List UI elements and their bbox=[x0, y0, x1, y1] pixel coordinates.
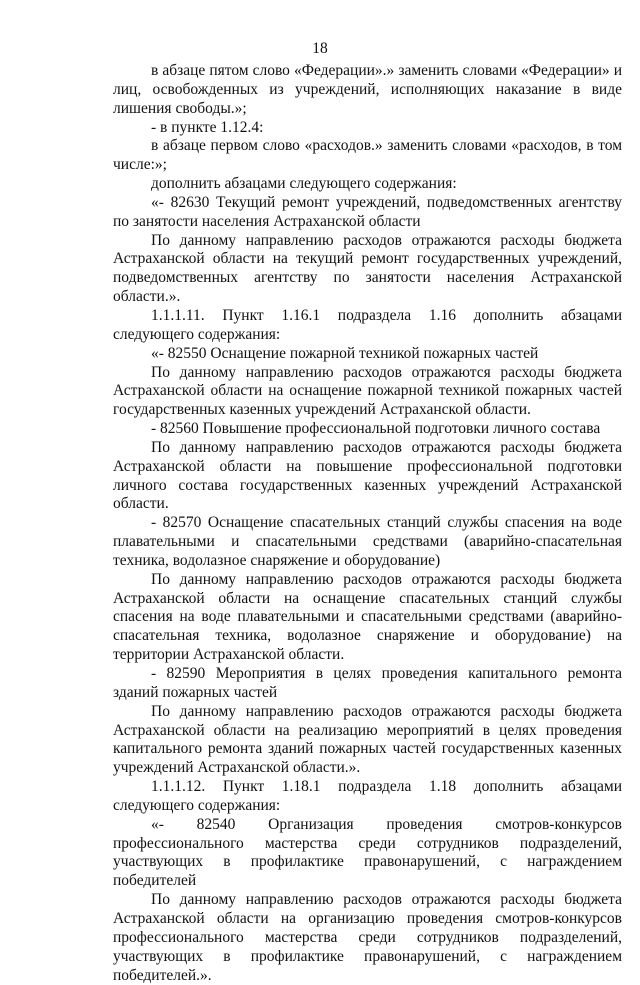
paragraph: в абзаце пятом слово «Федерации».» заменить словами «Федерации» и лиц, освобожденных из учреждений, исполняющих наказание в виде лишения свободы.»; bbox=[113, 62, 622, 117]
paragraph: «- 82550 Оснащение пожарной техникой пожарных частей bbox=[151, 344, 539, 362]
paragraph: дополнить абзацами следующего содержания: bbox=[151, 175, 457, 193]
page-number: 18 bbox=[312, 40, 328, 57]
paragraph: 1.1.1.12. Пункт 1.18.1 подраздела 1.18 дополнить абзацами следующего содержания: bbox=[113, 778, 622, 814]
document-body bbox=[113, 62, 622, 985]
paragraph: По данному направлению расходов отражаются расходы бюджета Астраханской области на реализацию мероприятий в целях проведения капитального ремонта зданий пожарных частей государственных казенных учреждений Астраханской области.». bbox=[113, 702, 622, 777]
paragraph: - в пункте 1.12.4: bbox=[151, 118, 264, 136]
paragraph: в абзаце первом слово «расходов.» заменить словами «расходов, в том числе:»; bbox=[113, 137, 622, 174]
paragraph: По данному направлению расходов отражаются расходы бюджета Астраханской области на оснащение пожарной техникой пожарных частей государственных казенных учреждений Астраханской области. bbox=[113, 363, 622, 419]
paragraph: - 82570 Оснащение спасательных станций службы спасения на воде плавательными и спасательными средствами (аварийно-спасательная техника, водолазное снаряжение и оборудование) bbox=[113, 514, 622, 569]
paragraph: По данному направлению расходов отражаются расходы бюджета Астраханской области на оснащение спасательных станций службы спасения на воде плавательными и спасательными средствами (аварийно-спасательная техника, водолазное снаряжение и оборудование) на территории Астраханской области. bbox=[113, 570, 622, 664]
paragraph: - 82590 Мероприятия в целях проведения капитального ремонта зданий пожарных частей bbox=[113, 665, 622, 701]
paragraph: «- 82540 Организация проведения смотров-конкурсов профессионального мастерства среди сотрудников подразделений, участвующих в профилактике правонарушений, с награждением победителей bbox=[113, 815, 622, 890]
paragraph: По данному направлению расходов отражаются расходы бюджета Астраханской области на текущий ремонт государственных учреждений, подведомственных агентству по занятости населения Астраханской области.». bbox=[113, 231, 622, 306]
paragraph: «- 82630 Текущий ремонт учреждений, подведомственных агентству по занятости населения Астраханской области bbox=[113, 193, 622, 230]
paragraph: По данному направлению расходов отражаются расходы бюджета Астраханской области на повышение профессиональной подготовки личного состава государственных казенных учреждений Астраханской области. bbox=[113, 438, 622, 513]
paragraph: 1.1.1.11. Пункт 1.16.1 подраздела 1.16 дополнить абзацами следующего содержания: bbox=[113, 306, 622, 343]
paragraph: - 82560 Повышение профессиональной подготовки личного состава bbox=[151, 420, 601, 438]
paragraph: По данному направлению расходов отражаются расходы бюджета Астраханской области на организацию проведения смотров-конкурсов профессионального мастерства среди сотрудников подразделений, участвующих в профилактике правонарушений, с награждением победителей.». bbox=[113, 891, 622, 984]
